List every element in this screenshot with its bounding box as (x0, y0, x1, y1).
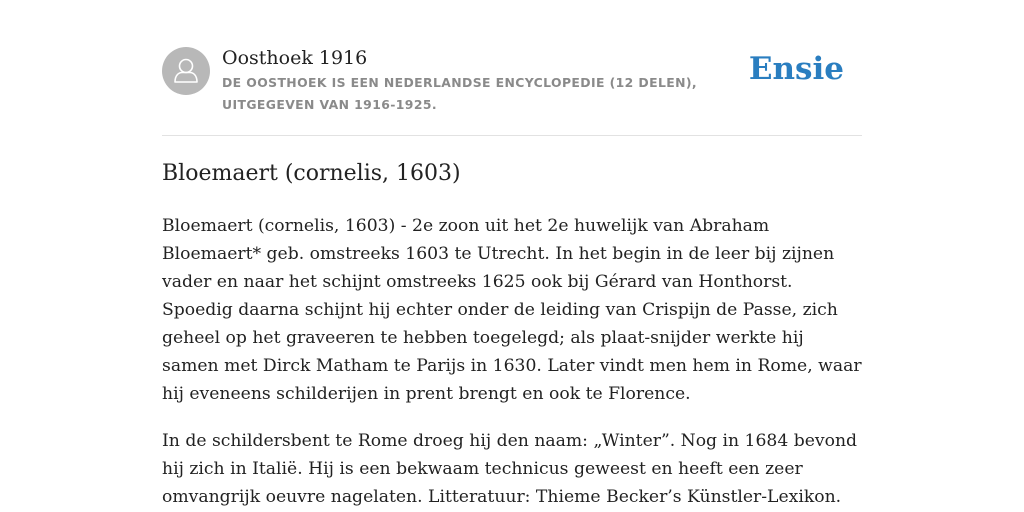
user-avatar-icon[interactable] (162, 47, 210, 95)
header-divider (162, 135, 862, 136)
source-title[interactable]: Oosthoek 1916 (222, 47, 368, 69)
source-description: DE OOSTHOEK IS EEN NEDERLANDSE ENCYCLOPEDIE (12 DELEN), UITGEGEVEN VAN 1916-1925. (222, 75, 698, 112)
article-body (162, 212, 862, 512)
article-paragraph: Bloemaert (cornelis, 1603) - 2e zoon uit het 2e huwelijk van Abraham Bloemaert* geb. omstreeks 1603 te Utrecht. In het begin in de leer bij zijnen vader en naar het schijnt omstreeks 1625 ook bij Gérard van Honthorst. Spoedig daarna schijnt hij echter onder de leiding van Crispijn de Passe, zich geheel op het graveeren te hebben toegelegd; als plaat-snijder werkte hij samen met Dirck Matham te Parijs in 1630. Later vindt men hem in Rome, waar hij eveneens schilderijen in prent brengt en ook te Florence. (162, 216, 862, 404)
source-header (162, 46, 862, 118)
article-paragraph: In de schildersbent te Rome droeg hij den naam: „Winter”. Nog in 1684 bevond hij zich in Italië. Hij is een bekwaam technicus geweest en heeft een zeer omvangrijk oeuvre nagelaten. Litteratuur: Thieme Becker’s Künstler-Lexikon. (162, 431, 858, 507)
ensie-logo[interactable]: Ensie (748, 51, 844, 87)
article-title: Bloemaert (cornelis, 1603) (162, 161, 461, 186)
